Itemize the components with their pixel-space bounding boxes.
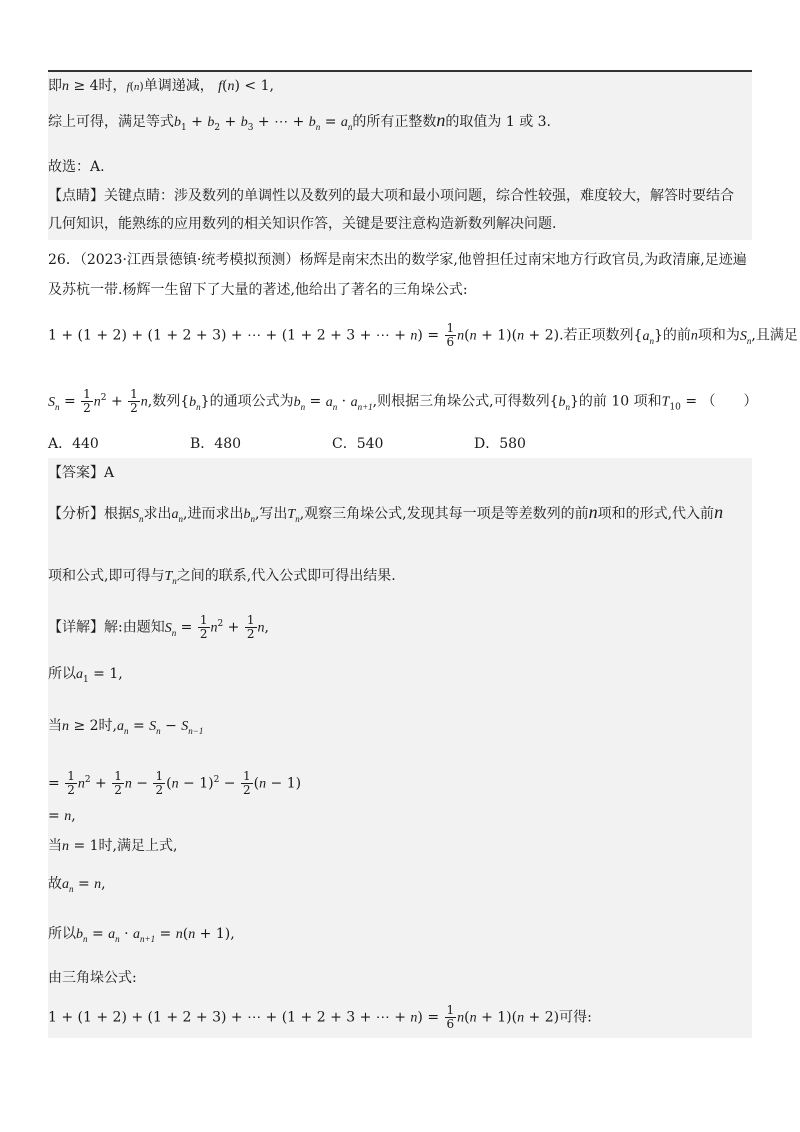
detail-line xyxy=(48,968,137,988)
text: 时,满足上式, xyxy=(98,838,178,854)
text: ,写出 xyxy=(254,506,288,522)
text: 可得: xyxy=(559,1009,592,1026)
text: 杨辉是南宋杰出的数学家,他曾担任过南宋地方行政官员,为政清廉,足迹遍 xyxy=(299,252,747,268)
text: 单调递减， xyxy=(143,78,214,94)
text: 故选：A. xyxy=(48,159,105,175)
text: .若正项数列 xyxy=(559,327,634,344)
text-line: 综上可得，满足等式$b_1 + b_2 + b_3$ + ⋯ + $b_n = a_n$的所有正整数n的取值为 1 或 3. xyxy=(48,110,552,133)
question-number: 26． xyxy=(48,252,80,268)
question-26-line xyxy=(48,250,747,270)
text: 的前 10 项和 xyxy=(578,393,662,410)
answer-line xyxy=(48,463,114,483)
detail-line: 所以$a_1 = 1$, xyxy=(48,666,123,685)
text-line: 即n ≥ 4时，f(n)单调递减， f(n) < 1, xyxy=(48,78,274,94)
analysis-line: 项和公式,即可得与$T_n$之间的联系,代入公式即可得出结果. xyxy=(48,568,396,586)
detail-line: 所以$b_n = a_n \cdot a_{n+1} = n(n + 1)$, xyxy=(48,926,235,944)
text: （ ） xyxy=(701,393,758,410)
text: 项和的形式,代入前 xyxy=(597,506,715,522)
text: 【详解】解:由题知 xyxy=(48,619,165,636)
detail-line: 【详解】解:由题知$S_n$ = $\frac{1}{2}$ $n^2$ + $\frac{1}{2}$ n, xyxy=(48,613,269,642)
text-line xyxy=(48,280,468,300)
text: ,进而求出 xyxy=(183,506,244,522)
analysis-line: 【分析】根据$S_n$求出$a_n$,进而求出$b_n$,写出$T_n$,观察三角垛公式,发现其每一项是等差数列的前n项和的形式,代入前n xyxy=(48,502,724,524)
formula-line: 1 + (1 + 2) + (1 + 2 + 3) + ⋯ + (1 + 2 + 3 + ⋯ + n) = $\frac{1}{6}$ n(n + 1)(n + 2).若正项数列$\{a_n\}$的前n项和为$S_n$,且满足 xyxy=(48,321,798,349)
text: 的所有正整数 xyxy=(352,114,437,130)
choice-c: C．540 xyxy=(332,436,384,452)
text: 当 xyxy=(48,838,62,854)
remark-line xyxy=(48,186,734,206)
detail-line: 当n = 1时,满足上式, xyxy=(48,838,178,854)
text: 求出 xyxy=(143,506,172,522)
text: 即 xyxy=(48,78,62,94)
text: 所以 xyxy=(48,926,76,942)
detail-line: = $\frac{1}{2}$ $n^2$ + $\frac{1}{2}$ n − $\frac{1}{2}$ $(n - 1)^2$ − $\frac{1}{2}$ (n − 1) xyxy=(48,769,302,798)
formula-line: 1 + (1 + 2) + (1 + 2 + 3) + ⋯ + (1 + 2 + 3 + ⋯ + n) = $\frac{1}{6}$ n(n + 1)(n + 2)可得: xyxy=(48,1003,592,1031)
text: ,则根据三角垛公式,可得数列 xyxy=(372,393,550,410)
text: 由三角垛公式: xyxy=(48,970,137,986)
solution-block xyxy=(48,458,752,1038)
choice-d: D．580 xyxy=(474,436,526,452)
text: 所以 xyxy=(48,666,76,682)
text: 之间的联系,代入公式即可得出结果. xyxy=(176,568,396,584)
question-source: （2023·江西景德镇·统考模拟预测） xyxy=(79,252,300,268)
remark-line xyxy=(48,214,556,234)
text: 时, xyxy=(98,718,117,734)
text: 故 xyxy=(48,876,62,892)
text: 的取值为 1 或 3. xyxy=(445,114,552,130)
detail-line: 故$a_n = n$, xyxy=(48,876,106,894)
detail-line: 当n ≥ 2时$,a_n = S_n - S_{n-1}$ xyxy=(48,718,204,736)
text: 的前 xyxy=(662,327,691,344)
text: ,且满足 xyxy=(751,327,798,344)
text: 的通项公式为 xyxy=(209,393,294,410)
choice-b: B．480 xyxy=(190,436,242,452)
detail-line: = n, xyxy=(48,808,76,824)
text: ,数列 xyxy=(147,393,181,410)
text: 项和公式,即可得与 xyxy=(48,568,165,584)
text: 【分析】根据 xyxy=(48,506,132,522)
formula-line: $S_n$ = $\frac{1}{2}$ $n^2$ + $\frac{1}{2}$ n,数列$\{b_n\}$的通项公式为$b_n = a_n \cdot a_{n+1}$,则根据三角垛公式,可得数列$\{b_n\}$的前 10 项和$T_{10}$ = （ ） xyxy=(48,387,758,416)
text: 时， xyxy=(98,78,127,94)
choice-a: A．440 xyxy=(48,436,99,452)
text-line xyxy=(48,157,105,177)
text: ,观察三角垛公式,发现其每一项是等差数列的前 xyxy=(299,506,589,522)
choices-line xyxy=(48,434,616,454)
text: 当 xyxy=(48,718,62,734)
text: 及苏杭一带.杨辉一生留下了大量的著述,他给出了著名的三角垛公式: xyxy=(48,282,468,298)
text: 几何知识，能熟练的应用数列的相关知识作答，关键是要注意构造新数列解决问题. xyxy=(48,216,557,232)
text: 综上可得，满足等式 xyxy=(48,114,174,130)
answer: 【答案】A xyxy=(48,465,115,481)
text: 【点睛】关键点睛：涉及数列的单调性以及数列的最大项和最小项问题，综合性较强，难度较大，解答时要结合 xyxy=(48,188,734,204)
text: 项和为 xyxy=(697,327,740,344)
